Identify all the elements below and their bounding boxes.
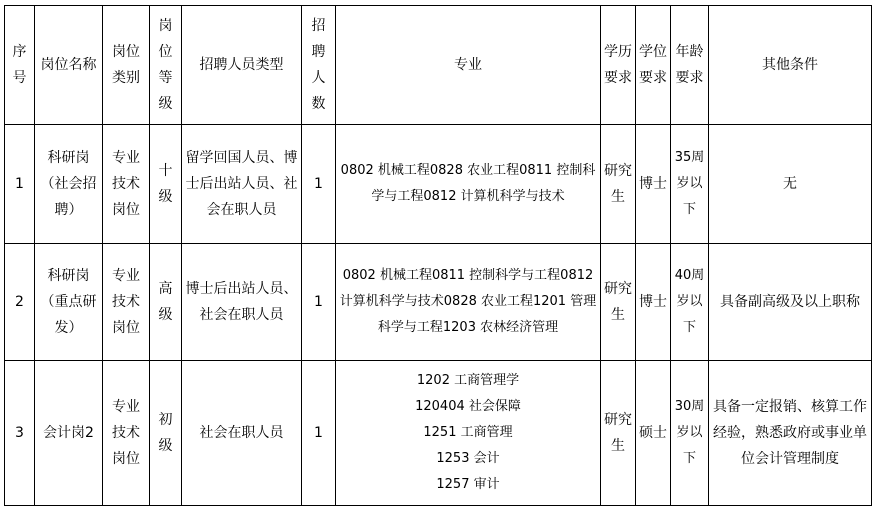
table-row — [5, 244, 872, 361]
cell-position-name: 会计岗2 — [35, 361, 103, 506]
cell-position-grade: 初级 — [150, 361, 182, 506]
cell-age: 30周岁以下 — [671, 361, 709, 506]
cell-degree: 硕士 — [636, 361, 671, 506]
cell-education: 研究生 — [601, 125, 636, 244]
table-header-row — [5, 6, 872, 125]
cell-major: 0802 机械工程0811 控制科学与工程0812 计算机科学与技术0828 农业工程1201 管理科学与工程1203 农林经济管理 — [336, 244, 601, 361]
recruitment-table — [4, 5, 872, 506]
major-line: 1251 工商管理 — [423, 425, 513, 440]
header-degree: 学位要求 — [636, 6, 671, 125]
header-position-name: 岗位名称 — [35, 6, 103, 125]
cell-no: 3 — [5, 361, 35, 506]
cell-count: 1 — [302, 244, 336, 361]
header-age: 年龄要求 — [671, 6, 709, 125]
cell-position-grade: 高级 — [150, 244, 182, 361]
cell-age: 40周岁以下 — [671, 244, 709, 361]
header-no: 序号 — [5, 6, 35, 125]
cell-position-type: 专业技术岗位 — [103, 361, 150, 506]
cell-count: 1 — [302, 125, 336, 244]
header-count: 招聘人数 — [302, 6, 336, 125]
major-line: 120404 社会保障 — [415, 399, 521, 414]
cell-count: 1 — [302, 361, 336, 506]
table-row — [5, 361, 872, 506]
major-line: 1253 会计 — [436, 451, 500, 466]
header-position-type: 岗位类别 — [103, 6, 150, 125]
major-line: 1257 审计 — [436, 477, 500, 492]
cell-recruit-type: 留学回国人员、博士后出站人员、社会在职人员 — [182, 125, 302, 244]
header-position-grade: 岗位等级 — [150, 6, 182, 125]
cell-degree: 博士 — [636, 125, 671, 244]
cell-degree: 博士 — [636, 244, 671, 361]
cell-recruit-type: 社会在职人员 — [182, 361, 302, 506]
cell-education: 研究生 — [601, 244, 636, 361]
cell-position-type: 专业技术岗位 — [103, 125, 150, 244]
cell-position-name: 科研岗（社会招聘） — [35, 125, 103, 244]
header-education: 学历要求 — [601, 6, 636, 125]
cell-age: 35周岁以下 — [671, 125, 709, 244]
cell-position-grade: 十级 — [150, 125, 182, 244]
cell-major: 0802 机械工程0828 农业工程0811 控制科学与工程0812 计算机科学与技术 — [336, 125, 601, 244]
cell-other: 具备副高级及以上职称 — [709, 244, 872, 361]
cell-no: 1 — [5, 125, 35, 244]
cell-recruit-type: 博士后出站人员、社会在职人员 — [182, 244, 302, 361]
major-line: 1202 工商管理学 — [416, 373, 520, 388]
cell-other: 具备一定报销、核算工作经验，熟悉政府或事业单位会计管理制度 — [709, 361, 872, 506]
header-recruit-type: 招聘人员类型 — [182, 6, 302, 125]
cell-major — [336, 361, 601, 506]
cell-position-type: 专业技术岗位 — [103, 244, 150, 361]
cell-position-name: 科研岗（重点研发） — [35, 244, 103, 361]
cell-education: 研究生 — [601, 361, 636, 506]
table-row — [5, 125, 872, 244]
header-major: 专业 — [336, 6, 601, 125]
header-other: 其他条件 — [709, 6, 872, 125]
cell-no: 2 — [5, 244, 35, 361]
cell-other: 无 — [709, 125, 872, 244]
